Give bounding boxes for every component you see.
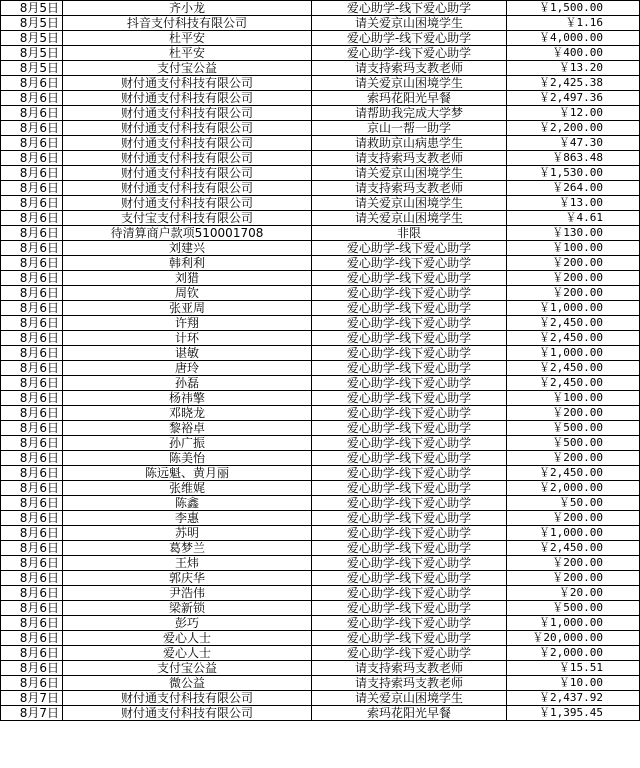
cell-donor: 财付通支付科技有限公司 xyxy=(63,136,312,151)
cell-date: 8月6日 xyxy=(1,556,63,571)
cell-donor: 刘猎 xyxy=(63,271,312,286)
table-row xyxy=(1,1,640,16)
cell-project: 请关爱京山困境学生 xyxy=(312,211,507,226)
cell-donor: 财付通支付科技有限公司 xyxy=(63,691,312,706)
cell-amount: ￥1,000.00 xyxy=(507,346,640,361)
cell-donor: 财付通支付科技有限公司 xyxy=(63,196,312,211)
cell-date: 8月6日 xyxy=(1,511,63,526)
cell-amount: ￥2,450.00 xyxy=(507,316,640,331)
cell-date: 8月6日 xyxy=(1,241,63,256)
cell-project: 索玛花阳光早餐 xyxy=(312,91,507,106)
cell-amount: ￥13.20 xyxy=(507,61,640,76)
cell-project: 京山一帮一助学 xyxy=(312,121,507,136)
cell-amount: ￥2,450.00 xyxy=(507,466,640,481)
cell-donor: 韩利利 xyxy=(63,256,312,271)
cell-date: 8月6日 xyxy=(1,421,63,436)
cell-date: 8月6日 xyxy=(1,151,63,166)
cell-date: 8月6日 xyxy=(1,286,63,301)
cell-date: 8月6日 xyxy=(1,346,63,361)
cell-project: 爱心助学-线下爱心助学 xyxy=(312,1,507,16)
cell-amount: ￥200.00 xyxy=(507,511,640,526)
cell-donor: 陈鑫 xyxy=(63,496,312,511)
table-row xyxy=(1,391,640,406)
table-row xyxy=(1,61,640,76)
table-row xyxy=(1,421,640,436)
cell-date: 8月6日 xyxy=(1,616,63,631)
cell-date: 8月5日 xyxy=(1,16,63,31)
cell-date: 8月6日 xyxy=(1,166,63,181)
cell-project: 请支持索玛支教老师 xyxy=(312,61,507,76)
cell-amount: ￥130.00 xyxy=(507,226,640,241)
table-row xyxy=(1,466,640,481)
cell-donor: 杨祎擎 xyxy=(63,391,312,406)
cell-date: 8月6日 xyxy=(1,586,63,601)
cell-amount: ￥10.00 xyxy=(507,676,640,691)
cell-amount: ￥400.00 xyxy=(507,46,640,61)
cell-project: 请支持索玛支教老师 xyxy=(312,661,507,676)
cell-amount: ￥2,450.00 xyxy=(507,361,640,376)
cell-date: 8月6日 xyxy=(1,256,63,271)
cell-donor: 财付通支付科技有限公司 xyxy=(63,91,312,106)
table-row xyxy=(1,481,640,496)
cell-donor: 张维娓 xyxy=(63,481,312,496)
table-row xyxy=(1,556,640,571)
cell-donor: 尹浩伟 xyxy=(63,586,312,601)
cell-amount: ￥500.00 xyxy=(507,421,640,436)
table-row xyxy=(1,526,640,541)
cell-date: 8月6日 xyxy=(1,406,63,421)
cell-project: 爱心助学-线下爱心助学 xyxy=(312,511,507,526)
cell-project: 爱心助学-线下爱心助学 xyxy=(312,421,507,436)
cell-date: 8月6日 xyxy=(1,436,63,451)
cell-date: 8月6日 xyxy=(1,136,63,151)
cell-amount: ￥1,530.00 xyxy=(507,166,640,181)
table-row xyxy=(1,136,640,151)
cell-date: 8月6日 xyxy=(1,466,63,481)
cell-amount: ￥20.00 xyxy=(507,586,640,601)
table-row xyxy=(1,46,640,61)
cell-project: 爱心助学-线下爱心助学 xyxy=(312,376,507,391)
cell-project: 爱心助学-线下爱心助学 xyxy=(312,406,507,421)
cell-project: 爱心助学-线下爱心助学 xyxy=(312,586,507,601)
cell-amount: ￥2,000.00 xyxy=(507,481,640,496)
cell-project: 爱心助学-线下爱心助学 xyxy=(312,601,507,616)
cell-date: 8月6日 xyxy=(1,106,63,121)
table-row xyxy=(1,106,640,121)
cell-donor: 刘建兴 xyxy=(63,241,312,256)
table-row xyxy=(1,16,640,31)
cell-date: 8月5日 xyxy=(1,46,63,61)
cell-date: 8月6日 xyxy=(1,316,63,331)
cell-project: 爱心助学-线下爱心助学 xyxy=(312,316,507,331)
cell-donor: 微公益 xyxy=(63,676,312,691)
table-row xyxy=(1,361,640,376)
cell-date: 8月6日 xyxy=(1,541,63,556)
cell-donor: 陈美怡 xyxy=(63,451,312,466)
cell-project: 请关爱京山困境学生 xyxy=(312,166,507,181)
cell-date: 8月6日 xyxy=(1,376,63,391)
cell-amount: ￥1,395.45 xyxy=(507,706,640,721)
cell-donor: 谌敏 xyxy=(63,346,312,361)
cell-amount: ￥47.30 xyxy=(507,136,640,151)
cell-date: 8月6日 xyxy=(1,181,63,196)
cell-donor: 葛梦兰 xyxy=(63,541,312,556)
table-row xyxy=(1,376,640,391)
cell-donor: 梁新锁 xyxy=(63,601,312,616)
cell-project: 索玛花阳光早餐 xyxy=(312,706,507,721)
table-row xyxy=(1,586,640,601)
cell-donor: 杜平安 xyxy=(63,31,312,46)
cell-donor: 爱心人士 xyxy=(63,631,312,646)
cell-donor: 财付通支付科技有限公司 xyxy=(63,121,312,136)
cell-project: 非限 xyxy=(312,226,507,241)
cell-project: 爱心助学-线下爱心助学 xyxy=(312,46,507,61)
cell-project: 爱心助学-线下爱心助学 xyxy=(312,481,507,496)
donation-table-body xyxy=(1,1,640,721)
cell-project: 爱心助学-线下爱心助学 xyxy=(312,286,507,301)
cell-date: 8月5日 xyxy=(1,31,63,46)
cell-date: 8月6日 xyxy=(1,361,63,376)
table-row xyxy=(1,256,640,271)
table-row xyxy=(1,706,640,721)
cell-amount: ￥1,500.00 xyxy=(507,1,640,16)
cell-donor: 孙广振 xyxy=(63,436,312,451)
cell-donor: 支付宝公益 xyxy=(63,661,312,676)
cell-amount: ￥4,000.00 xyxy=(507,31,640,46)
cell-donor: 杜平安 xyxy=(63,46,312,61)
cell-donor: 财付通支付科技有限公司 xyxy=(63,166,312,181)
cell-date: 8月6日 xyxy=(1,601,63,616)
table-row xyxy=(1,511,640,526)
cell-date: 8月6日 xyxy=(1,226,63,241)
cell-project: 请支持索玛支教老师 xyxy=(312,676,507,691)
table-row xyxy=(1,496,640,511)
cell-date: 8月6日 xyxy=(1,481,63,496)
cell-project: 请支持索玛支教老师 xyxy=(312,181,507,196)
table-row xyxy=(1,286,640,301)
table-row xyxy=(1,181,640,196)
table-row xyxy=(1,436,640,451)
cell-date: 8月6日 xyxy=(1,451,63,466)
cell-amount: ￥500.00 xyxy=(507,601,640,616)
cell-amount: ￥50.00 xyxy=(507,496,640,511)
cell-date: 8月6日 xyxy=(1,631,63,646)
cell-donor: 周钦 xyxy=(63,286,312,301)
table-row xyxy=(1,601,640,616)
cell-project: 请救助京山病患学生 xyxy=(312,136,507,151)
cell-amount: ￥2,450.00 xyxy=(507,331,640,346)
cell-date: 8月6日 xyxy=(1,211,63,226)
cell-amount: ￥15.51 xyxy=(507,661,640,676)
cell-donor: 齐小龙 xyxy=(63,1,312,16)
cell-date: 8月6日 xyxy=(1,676,63,691)
cell-amount: ￥2,425.38 xyxy=(507,76,640,91)
cell-amount: ￥863.48 xyxy=(507,151,640,166)
cell-donor: 支付宝支付科技有限公司 xyxy=(63,211,312,226)
table-row xyxy=(1,301,640,316)
table-row xyxy=(1,571,640,586)
cell-donor: 许翔 xyxy=(63,316,312,331)
cell-project: 请帮助我完成大学梦 xyxy=(312,106,507,121)
cell-donor: 王炜 xyxy=(63,556,312,571)
cell-project: 请关爱京山困境学生 xyxy=(312,196,507,211)
cell-amount: ￥500.00 xyxy=(507,436,640,451)
cell-project: 爱心助学-线下爱心助学 xyxy=(312,526,507,541)
cell-amount: ￥200.00 xyxy=(507,556,640,571)
cell-donor: 计环 xyxy=(63,331,312,346)
cell-project: 爱心助学-线下爱心助学 xyxy=(312,241,507,256)
table-row xyxy=(1,451,640,466)
cell-project: 爱心助学-线下爱心助学 xyxy=(312,466,507,481)
cell-amount: ￥100.00 xyxy=(507,241,640,256)
cell-amount: ￥1,000.00 xyxy=(507,616,640,631)
cell-project: 爱心助学-线下爱心助学 xyxy=(312,271,507,286)
table-row xyxy=(1,196,640,211)
cell-amount: ￥1.16 xyxy=(507,16,640,31)
cell-amount: ￥200.00 xyxy=(507,271,640,286)
cell-amount: ￥2,497.36 xyxy=(507,91,640,106)
cell-donor: 抖音支付科技有限公司 xyxy=(63,16,312,31)
cell-donor: 财付通支付科技有限公司 xyxy=(63,706,312,721)
table-row xyxy=(1,676,640,691)
table-row xyxy=(1,76,640,91)
table-row xyxy=(1,241,640,256)
cell-project: 爱心助学-线下爱心助学 xyxy=(312,31,507,46)
cell-donor: 待清算商户款项510001708 xyxy=(63,226,312,241)
cell-amount: ￥2,450.00 xyxy=(507,376,640,391)
cell-project: 爱心助学-线下爱心助学 xyxy=(312,556,507,571)
cell-amount: ￥200.00 xyxy=(507,286,640,301)
cell-project: 请关爱京山困境学生 xyxy=(312,76,507,91)
cell-donor: 唐玲 xyxy=(63,361,312,376)
cell-date: 8月6日 xyxy=(1,196,63,211)
cell-amount: ￥2,450.00 xyxy=(507,541,640,556)
cell-project: 请支持索玛支教老师 xyxy=(312,151,507,166)
cell-project: 爱心助学-线下爱心助学 xyxy=(312,331,507,346)
cell-date: 8月7日 xyxy=(1,691,63,706)
table-row xyxy=(1,691,640,706)
cell-amount: ￥200.00 xyxy=(507,571,640,586)
cell-project: 爱心助学-线下爱心助学 xyxy=(312,631,507,646)
cell-amount: ￥12.00 xyxy=(507,106,640,121)
cell-date: 8月6日 xyxy=(1,661,63,676)
cell-donor: 李惠 xyxy=(63,511,312,526)
cell-donor: 张亚周 xyxy=(63,301,312,316)
cell-amount: ￥2,000.00 xyxy=(507,646,640,661)
cell-amount: ￥100.00 xyxy=(507,391,640,406)
cell-project: 爱心助学-线下爱心助学 xyxy=(312,646,507,661)
table-row xyxy=(1,121,640,136)
cell-donor: 郭庆华 xyxy=(63,571,312,586)
table-row xyxy=(1,31,640,46)
cell-date: 8月6日 xyxy=(1,76,63,91)
cell-date: 8月6日 xyxy=(1,496,63,511)
cell-date: 8月7日 xyxy=(1,706,63,721)
cell-amount: ￥2,200.00 xyxy=(507,121,640,136)
table-row xyxy=(1,346,640,361)
cell-donor: 财付通支付科技有限公司 xyxy=(63,181,312,196)
cell-donor: 财付通支付科技有限公司 xyxy=(63,76,312,91)
cell-project: 爱心助学-线下爱心助学 xyxy=(312,436,507,451)
cell-amount: ￥1,000.00 xyxy=(507,526,640,541)
cell-project: 爱心助学-线下爱心助学 xyxy=(312,301,507,316)
table-row xyxy=(1,271,640,286)
table-row xyxy=(1,91,640,106)
cell-date: 8月6日 xyxy=(1,301,63,316)
table-row xyxy=(1,541,640,556)
table-row xyxy=(1,211,640,226)
table-row xyxy=(1,631,640,646)
cell-date: 8月6日 xyxy=(1,331,63,346)
cell-project: 爱心助学-线下爱心助学 xyxy=(312,616,507,631)
cell-project: 爱心助学-线下爱心助学 xyxy=(312,451,507,466)
table-row xyxy=(1,316,640,331)
table-row xyxy=(1,616,640,631)
cell-donor: 孙磊 xyxy=(63,376,312,391)
cell-amount: ￥264.00 xyxy=(507,181,640,196)
cell-donor: 财付通支付科技有限公司 xyxy=(63,151,312,166)
table-row xyxy=(1,406,640,421)
cell-date: 8月6日 xyxy=(1,526,63,541)
cell-donor: 爱心人士 xyxy=(63,646,312,661)
cell-project: 爱心助学-线下爱心助学 xyxy=(312,391,507,406)
cell-project: 请关爱京山困境学生 xyxy=(312,16,507,31)
cell-amount: ￥2,437.92 xyxy=(507,691,640,706)
cell-donor: 支付宝公益 xyxy=(63,61,312,76)
cell-date: 8月6日 xyxy=(1,646,63,661)
table-row xyxy=(1,151,640,166)
table-row xyxy=(1,331,640,346)
cell-project: 爱心助学-线下爱心助学 xyxy=(312,496,507,511)
cell-project: 请关爱京山困境学生 xyxy=(312,691,507,706)
cell-project: 爱心助学-线下爱心助学 xyxy=(312,346,507,361)
cell-date: 8月6日 xyxy=(1,271,63,286)
cell-project: 爱心助学-线下爱心助学 xyxy=(312,256,507,271)
table-row xyxy=(1,661,640,676)
cell-donor: 彭巧 xyxy=(63,616,312,631)
cell-date: 8月6日 xyxy=(1,571,63,586)
cell-amount: ￥20,000.00 xyxy=(507,631,640,646)
table-row xyxy=(1,646,640,661)
cell-project: 爱心助学-线下爱心助学 xyxy=(312,541,507,556)
cell-donor: 苏明 xyxy=(63,526,312,541)
cell-amount: ￥200.00 xyxy=(507,451,640,466)
cell-date: 8月6日 xyxy=(1,121,63,136)
cell-project: 爱心助学-线下爱心助学 xyxy=(312,361,507,376)
table-row xyxy=(1,166,640,181)
cell-donor: 财付通支付科技有限公司 xyxy=(63,106,312,121)
cell-donor: 邓晓龙 xyxy=(63,406,312,421)
cell-amount: ￥13.00 xyxy=(507,196,640,211)
cell-donor: 黎裕卓 xyxy=(63,421,312,436)
cell-date: 8月5日 xyxy=(1,61,63,76)
cell-date: 8月5日 xyxy=(1,1,63,16)
cell-amount: ￥1,000.00 xyxy=(507,301,640,316)
cell-amount: ￥200.00 xyxy=(507,406,640,421)
table-row xyxy=(1,226,640,241)
cell-amount: ￥4.61 xyxy=(507,211,640,226)
cell-donor: 陈远魁、黄月丽 xyxy=(63,466,312,481)
cell-amount: ￥200.00 xyxy=(507,256,640,271)
cell-date: 8月6日 xyxy=(1,91,63,106)
cell-date: 8月6日 xyxy=(1,391,63,406)
cell-project: 爱心助学-线下爱心助学 xyxy=(312,571,507,586)
